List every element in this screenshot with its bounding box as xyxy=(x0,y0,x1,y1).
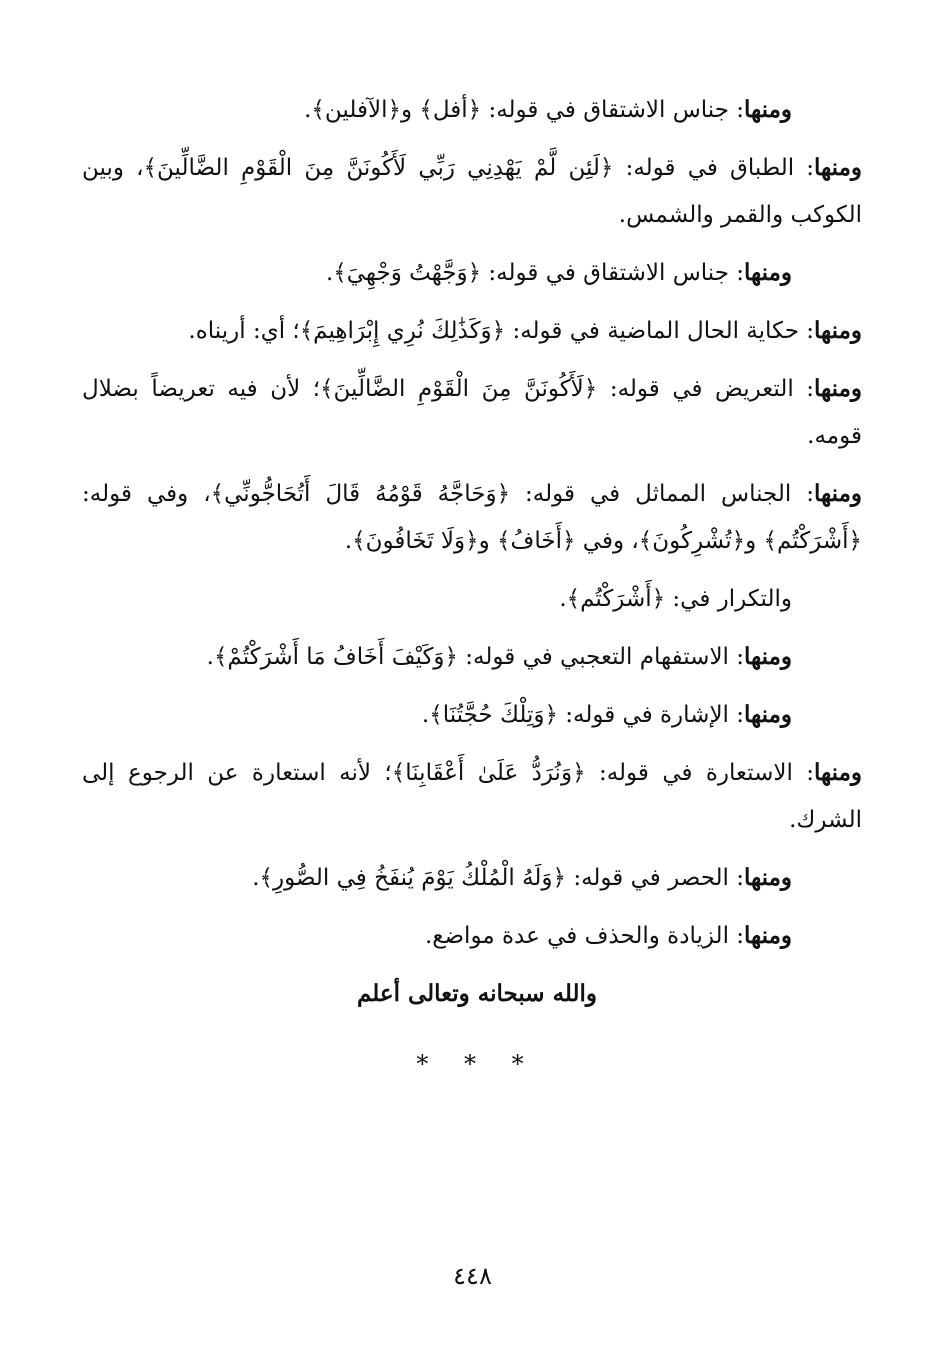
paragraph-label: ومنها xyxy=(744,701,792,728)
paragraph-label: ومنها xyxy=(744,96,792,123)
paragraph-label: ومنها xyxy=(744,922,792,949)
paragraph-label: ومنها xyxy=(814,480,862,507)
paragraph-text: : الزيادة والحذف في عدة مواضع. xyxy=(424,923,745,949)
paragraph-label: ومنها xyxy=(744,643,792,670)
paragraph-label: ومنها xyxy=(814,154,862,181)
closing-formula: والله سبحانه وتعالى أعلم xyxy=(356,980,598,1007)
paragraph-10 xyxy=(82,749,862,844)
paragraph-label: ومنها xyxy=(744,864,792,891)
page-number: ٤٤٨ xyxy=(453,1262,492,1290)
section-separator: * * * xyxy=(416,1050,538,1078)
paragraph-text: : الطباق في قوله: ﴿لَئِن لَّمْ يَهْدِنِي رَبِّي لَأَكُونَنَّ مِنَ الْقَوْمِ الضَّالِّينَ﴾، وبين الكوكب والقمر والشمس. xyxy=(82,155,862,228)
paragraph-9 xyxy=(82,691,862,739)
paragraph-text: : التعريض في قوله: ﴿لَأَكُونَنَّ مِنَ الْقَوْمِ الضَّالِّينَ﴾؛ لأن فيه تعريضاً بضلال قومه. xyxy=(82,376,862,449)
paragraph-label: ومنها xyxy=(814,759,862,786)
paragraph-text: : جناس الاشتقاق في قوله: ﴿أفل﴾ و﴿الآفلين﴾. xyxy=(304,97,745,123)
paragraph-label: ومنها xyxy=(744,259,792,286)
paragraph-text: : جناس الاشتقاق في قوله: ﴿وَجَّهْتُ وَجْهِيَ﴾. xyxy=(325,260,745,286)
paragraph-text: والتكرار في: ﴿أَشْرَكْتُم﴾. xyxy=(559,586,792,612)
paragraph-4 xyxy=(82,307,862,355)
paragraph-text: : الإشارة في قوله: ﴿وَتِلْكَ حُجَّتُنَا﴾. xyxy=(421,702,745,728)
paragraph-12 xyxy=(82,912,862,960)
paragraph-text: : الحصر في قوله: ﴿وَلَهُ الْمُلْكُ يَوْمَ يُنفَخُ فِي الصُّورِ﴾. xyxy=(252,865,745,891)
paragraph-1 xyxy=(82,86,862,134)
paragraph-3 xyxy=(82,249,862,297)
paragraph-label: ومنها xyxy=(814,375,862,402)
paragraph-text: : الجناس المماثل في قوله: ﴿وَحَاجَّهُ قَوْمُهُ قَالَ أَتُحَاجُّونِّي﴾، وفي قوله: ﴿أَشْرَكْتُم﴾ و﴿تُشْرِكُونَ﴾، وفي ﴿أَخَافُ﴾ و﴿وَلَا تَخَافُونَ﴾. xyxy=(82,481,862,554)
paragraph-8 xyxy=(82,633,862,681)
paragraph-2 xyxy=(82,144,862,239)
paragraph-label: ومنها xyxy=(814,317,862,344)
page-body xyxy=(82,86,862,1088)
paragraph-6 xyxy=(82,470,862,565)
paragraph-text: : الاستعارة في قوله: ﴿وَنُرَدُّ عَلَىٰ أَعْقَابِنَا﴾؛ لأنه استعارة عن الرجوع إلى الشرك. xyxy=(82,760,862,833)
paragraph-text: : الاستفهام التعجبي في قوله: ﴿وَكَيْفَ أَخَافُ مَا أَشْرَكْتُمْ﴾. xyxy=(206,644,745,670)
paragraph-text: : حكاية الحال الماضية في قوله: ﴿وَكَذَٰلِكَ نُرِي إِبْرَاهِيمَ﴾؛ أي: أريناه. xyxy=(188,318,815,344)
paragraph-7 xyxy=(82,575,862,623)
paragraph-11 xyxy=(82,854,862,902)
paragraph-5 xyxy=(82,365,862,460)
